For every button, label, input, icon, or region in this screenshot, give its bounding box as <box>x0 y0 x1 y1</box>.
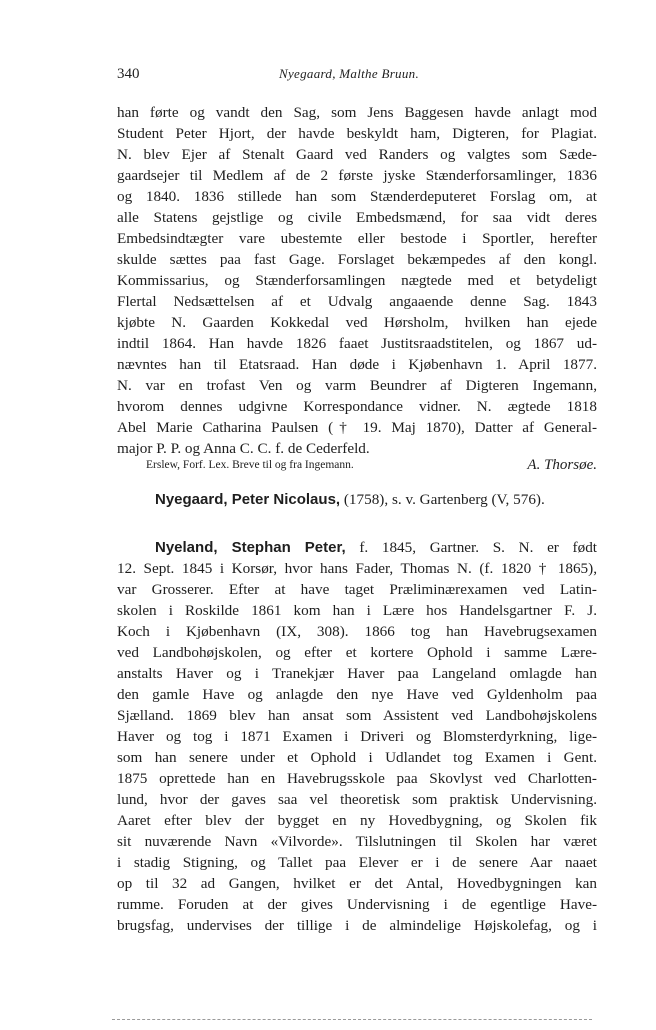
entry3-line: Koch i Kjøbenhavn (IX, 308). 1866 tog han Havebrugsexamen <box>117 623 597 640</box>
author-signature: A. Thorsøe. <box>527 457 597 473</box>
page-number: 340 <box>117 66 140 82</box>
entry1-line: N. var en trofast Ven og varm Beundrer af Digteren Ingemann, <box>117 377 597 394</box>
page-header <box>117 66 597 88</box>
entry3-first-line <box>155 538 597 558</box>
entry1-line: gaardsejer til Medlem af de 2 første jyske Stænderforsamlinger, 1836 <box>117 167 597 184</box>
entry2-text: (1758), s. v. Gartenberg (V, 576). <box>340 491 545 508</box>
entry1-line: skulde sættes paa fast Gage. Forslaget bekæmpedes af den kongl. <box>117 251 597 268</box>
entry1-line: N. blev Ejer af Stenalt Gaard ved Randers og valgtes som Sæde- <box>117 146 597 163</box>
entry1-line: kjøbte N. Gaarden Kokkedal ved Hørsholm, hvilken han ejede <box>117 314 597 331</box>
scan-edge-rule <box>112 1019 592 1020</box>
entry3-line: Aaret efter blev der bygget en ny Hovedbygning, og Skolen fik <box>117 812 597 829</box>
entry2-crossref <box>155 491 597 509</box>
entry3-line: sit nuværende Navn «Vilvorde». Tilslutningen til Skolen har været <box>117 833 597 850</box>
entry3-line: lund, hvor der gaves saa vel theoretisk som praktisk Undervisning. <box>117 791 597 808</box>
entry3-line: rumme. Foruden at der gives Undervisning i de egentlige Have- <box>117 896 597 913</box>
entry3-line: ved Landbohøjskolen, og efter et kortere Ophold i samme Lære- <box>117 644 597 661</box>
entry1-line: og 1840. 1836 stillede han som Stænderdeputeret Forslag om, at <box>117 188 597 205</box>
entry1-line: Student Peter Hjort, der havde beskyldt ham, Digteren, for Plagiat. <box>117 125 597 142</box>
entry3-line: op til 32 ad Gangen, hvilket er det Antal, Hovedbygningen kan <box>117 875 597 892</box>
entry1-line: indtil 1864. Han havde 1826 faaet Justitsraadstitelen, og 1867 ud- <box>117 335 597 352</box>
entry3-line: 12. Sept. 1845 i Korsør, hvor hans Fader, Thomas N. (f. 1820 † 1865), <box>117 560 597 577</box>
entry3-line: Haver og tog i 1871 Examen i Driveri og Blomsterdyrkning, lige- <box>117 728 597 745</box>
entry3-line: Sjælland. 1869 blev han ansat som Assistent ved Landbohøjskolens <box>117 707 597 724</box>
entry1-line: Embedsindtægter vare ubestemte eller bestode i Sportler, herefter <box>117 230 597 247</box>
entry1-line: Flertal Nedsættelsen af et Udvalg angaaende denne Sag. 1843 <box>117 293 597 310</box>
entry3-line: 1875 oprettede han en Havebrugsskole paa Skovlyst ved Charlotten- <box>117 770 597 787</box>
entry1-line: major P. P. og Anna C. C. f. de Cederfeld. <box>117 440 370 457</box>
entry1-line: Abel Marie Catharina Paulsen († 19. Maj 1870), Datter af General- <box>117 419 597 436</box>
entry1-sources-row <box>146 457 597 477</box>
entry1-line: Kommissarius, og Stænderforsamlingen nægtede med et betydeligt <box>117 272 597 289</box>
entry1-line: nævntes han til Etatsraad. Han døde i Kjøbenhavn 1. April 1877. <box>117 356 597 373</box>
entry3-line: brugsfag, undervises der tillige i de almindelige Højskolefag, og i <box>117 917 597 934</box>
entry3-line: anstalts Haver og i Tranekjær Haver paa Langeland omlagde han <box>117 665 597 682</box>
entry3-line: var Grosserer. Efter at have taget Præliminærexamen ved Latin- <box>117 581 597 598</box>
entry3-line: i stadig Stigning, og Tallet paa Elever er i de senere Aar naaet <box>117 854 597 871</box>
entry1-line: hvorom dennes udgivne Korrespondance vidner. N. ægtede 1818 <box>117 398 597 415</box>
source-references: Erslew, Forf. Lex. Breve til og fra Ingemann. <box>146 459 354 471</box>
entry2-title: Nyegaard, Peter Nicolaus, <box>155 491 341 508</box>
entry3-line: som han senere under et Ophold i Udlandet tog Examen i Gent. <box>117 749 597 766</box>
entry1-line: alle Statens gejstlige og civile Embedsmænd, for saa vidt deres <box>117 209 597 226</box>
entry3-first-line-text: f. 1845, Gartner. S. N. er født <box>345 539 598 556</box>
entry3-title: Nyeland, Stephan Peter, <box>155 539 346 556</box>
running-head: Nyegaard, Malthe Bruun. <box>279 66 420 81</box>
entry3-line: skolen i Roskilde 1861 kom han i Lære hos Handelsgartner F. J. <box>117 602 597 619</box>
entry1-line: han førte og vandt den Sag, som Jens Baggesen havde anlagt mod <box>117 104 597 121</box>
entry3-line: den gamle Have og anlagde den nye Have ved Gyldenholm paa <box>117 686 597 703</box>
